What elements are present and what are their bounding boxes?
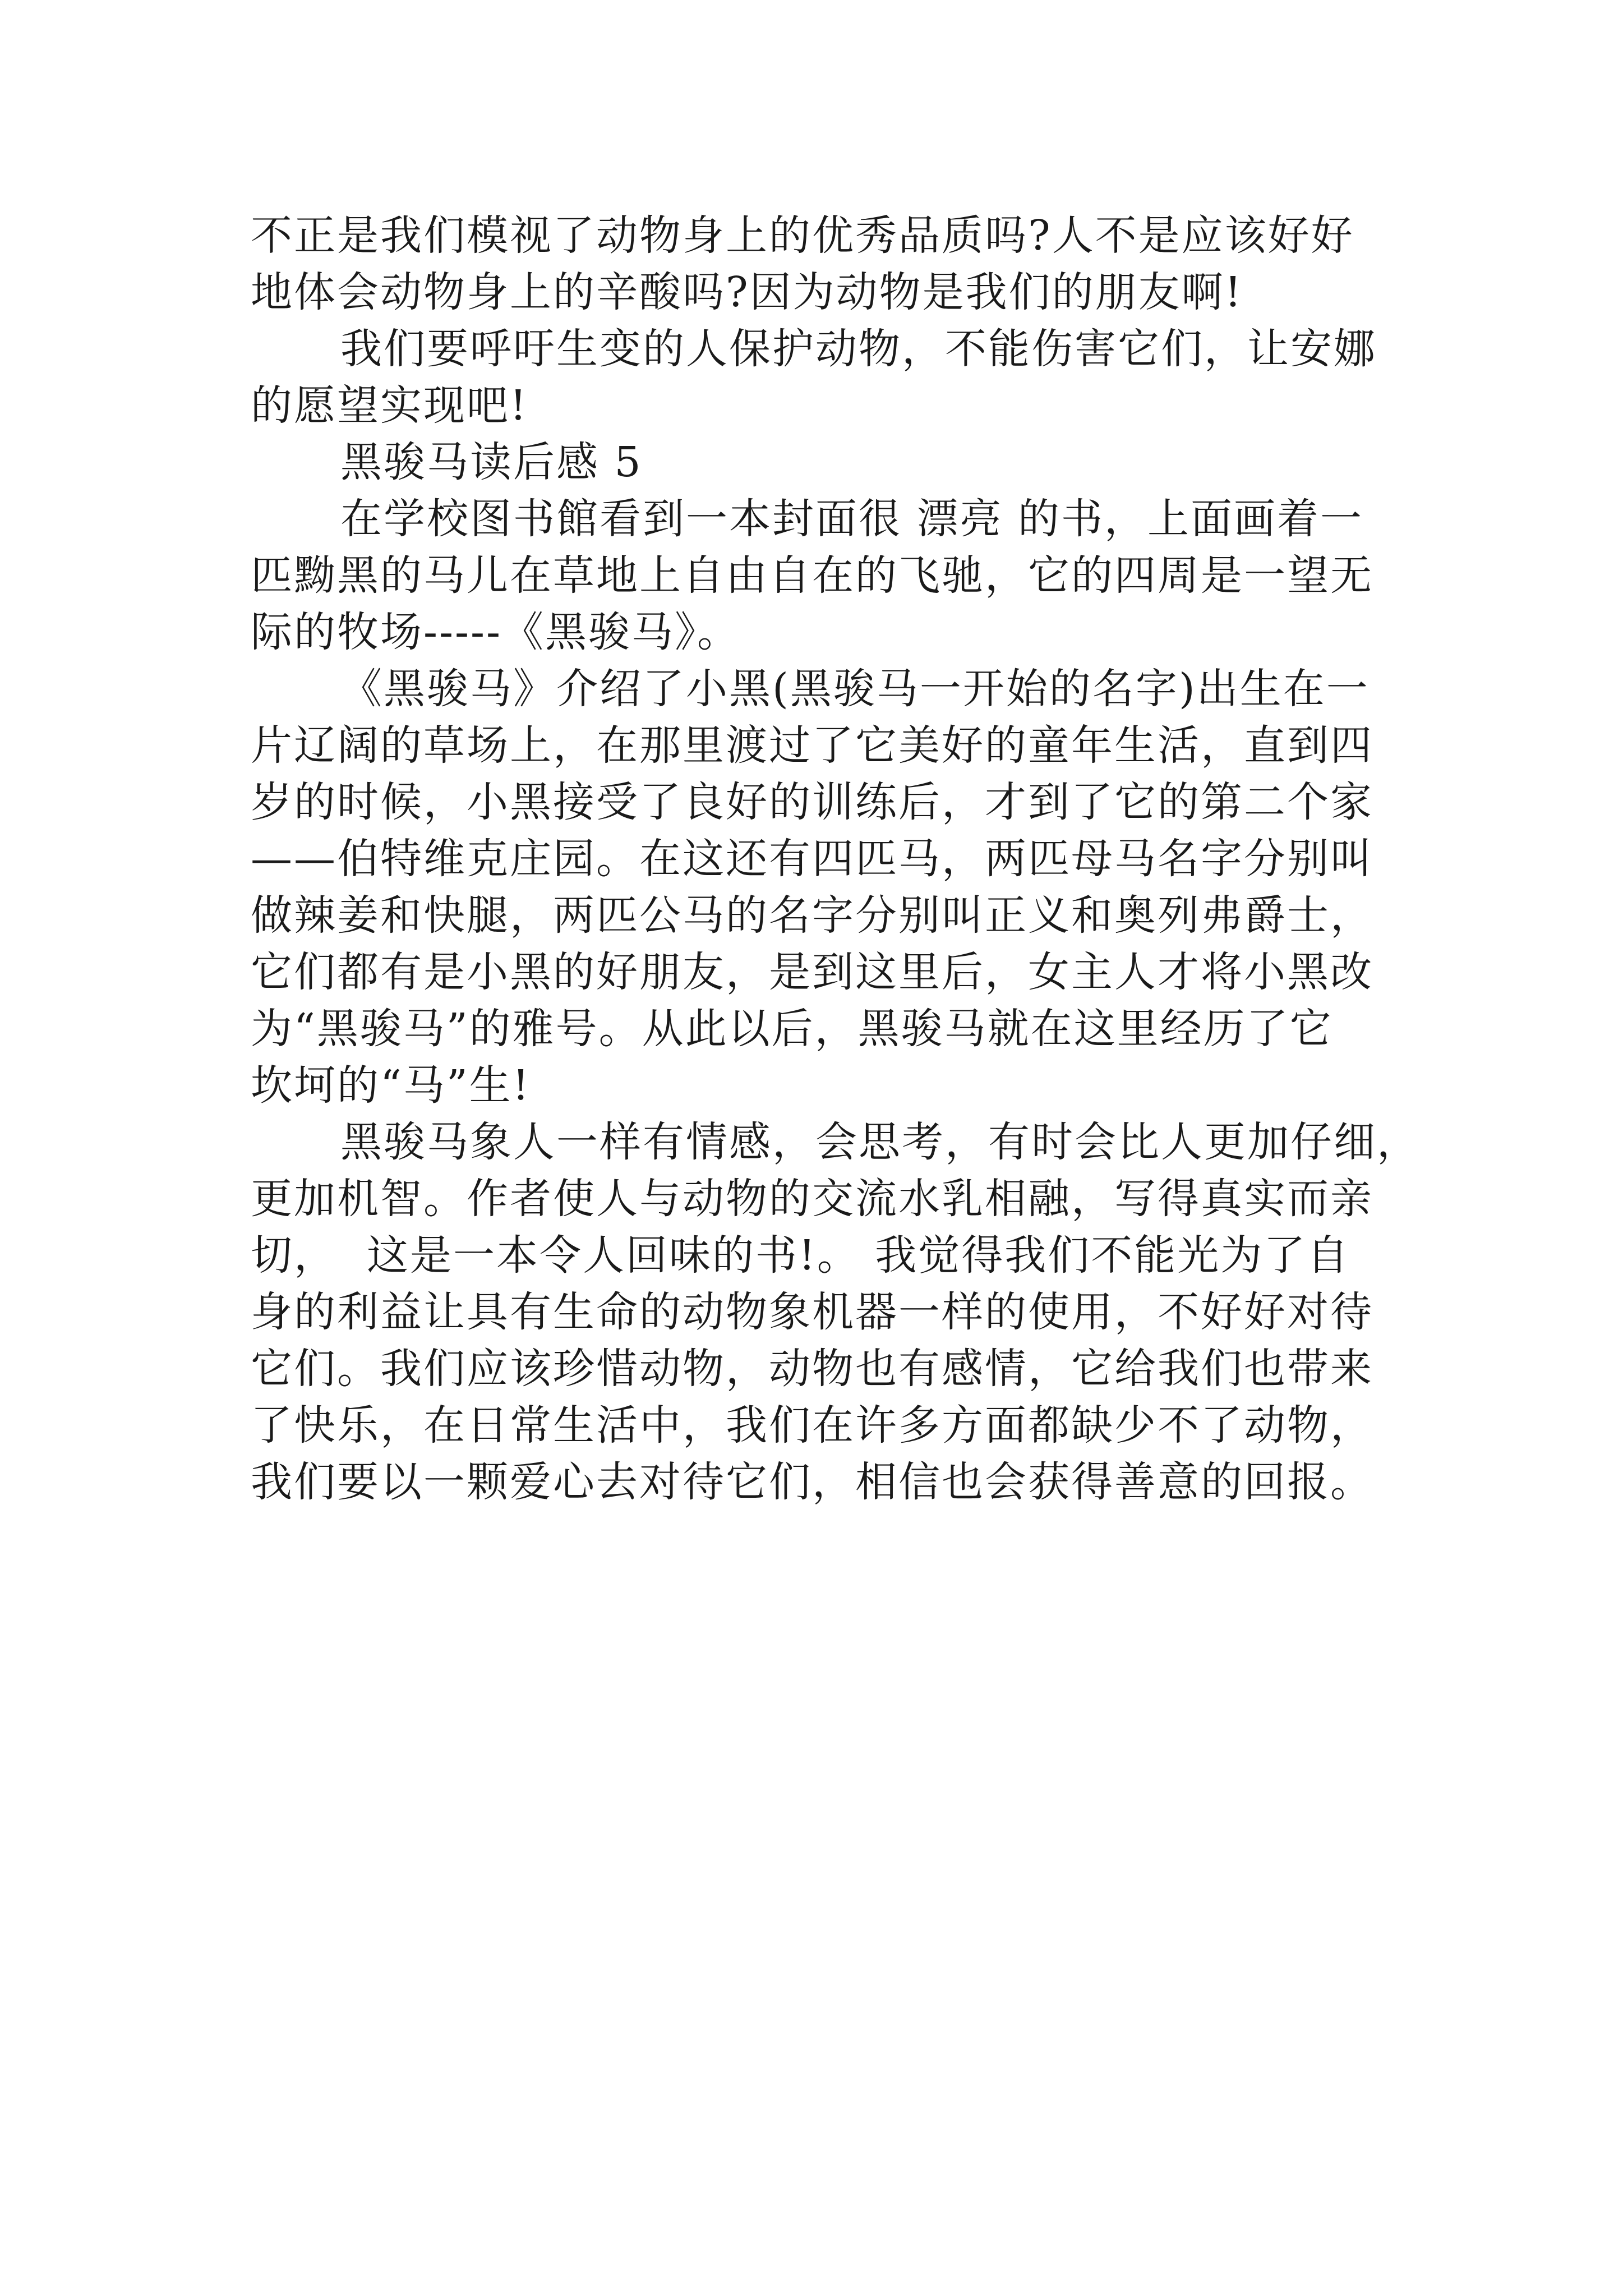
- text-line: 它们都有是小黑的好朋友，是到这里后，女主人才将小黑改: [251, 948, 1373, 996]
- paragraph: [251, 491, 1384, 661]
- heading-text: 黑骏马读后感 5: [340, 438, 643, 486]
- text-line: 了快乐，在日常生活中，我们在许多方面都缺少不了动物，: [251, 1401, 1373, 1450]
- text-line: 片辽阔的草场上，在那里渡过了它美好的童年生活，直到四: [251, 721, 1373, 770]
- text-line: ——伯特维克庄园。在这还有四匹马，两匹母马名字分别叫: [251, 835, 1373, 883]
- section-heading: [251, 434, 1384, 491]
- text-line: 坎坷的“马”生!: [251, 1061, 531, 1110]
- text-line: 我们要以一颗爱心去对待它们，相信也会获得善意的回报。: [251, 1458, 1373, 1506]
- text-line: 更加机智。作者使人与动物的交流水乳相融，写得真实而亲: [251, 1175, 1373, 1223]
- paragraph: [251, 321, 1384, 434]
- text-line: 身的利益让具有生命的动物象机器一样的使用，不好好对待: [251, 1288, 1373, 1336]
- text-line: 我们要呼吁生变的人保护动物，不能伤害它们，让安娜: [340, 325, 1377, 373]
- text-line: 不正是我们模视了动物身上的优秀品质吗?人不是应该好好: [251, 211, 1354, 260]
- text-line: 它们。我们应该珍惜动物，动物也有感情，它给我们也带来: [251, 1345, 1373, 1393]
- text-line: 在学校图书館看到一本封面很 漂亮 的书，上面画着一: [340, 495, 1364, 543]
- text-line: 为“黑骏马”的雅号。从此以后，黑骏马就在这里经历了它: [251, 1005, 1333, 1053]
- text-line: 做辣姜和快腿，两匹公马的名字分别叫正义和奥列弗爵士，: [251, 891, 1373, 940]
- text-line: 岁的时候，小黑接受了良好的训练后，才到了它的第二个家: [251, 778, 1373, 826]
- text-line: 黑骏马象人一样有情感，会思考，有时会比人更加仔细，: [340, 1118, 1420, 1166]
- paragraph: [251, 661, 1384, 1114]
- text-line: 匹黝黑的马儿在草地上自由自在的飞驰，它的四周是一望无: [251, 551, 1373, 600]
- text-line: 地体会动物身上的辛酸吗?因为动物是我们的朋友啊!: [251, 268, 1243, 316]
- text-line: 的愿望实现吧!: [251, 381, 528, 430]
- document-body: [251, 208, 1420, 1511]
- text-line: 《黑骏马》介绍了小黑(黑骏马一开始的名字)出生在一: [340, 665, 1370, 713]
- text-line: 际的牧场-----《黑骏马》。: [251, 608, 741, 656]
- text-line: 切， 这是一本令人回味的书!。 我觉得我们不能光为了自: [251, 1231, 1350, 1280]
- paragraph: [251, 1114, 1420, 1511]
- paragraph: [251, 208, 1384, 321]
